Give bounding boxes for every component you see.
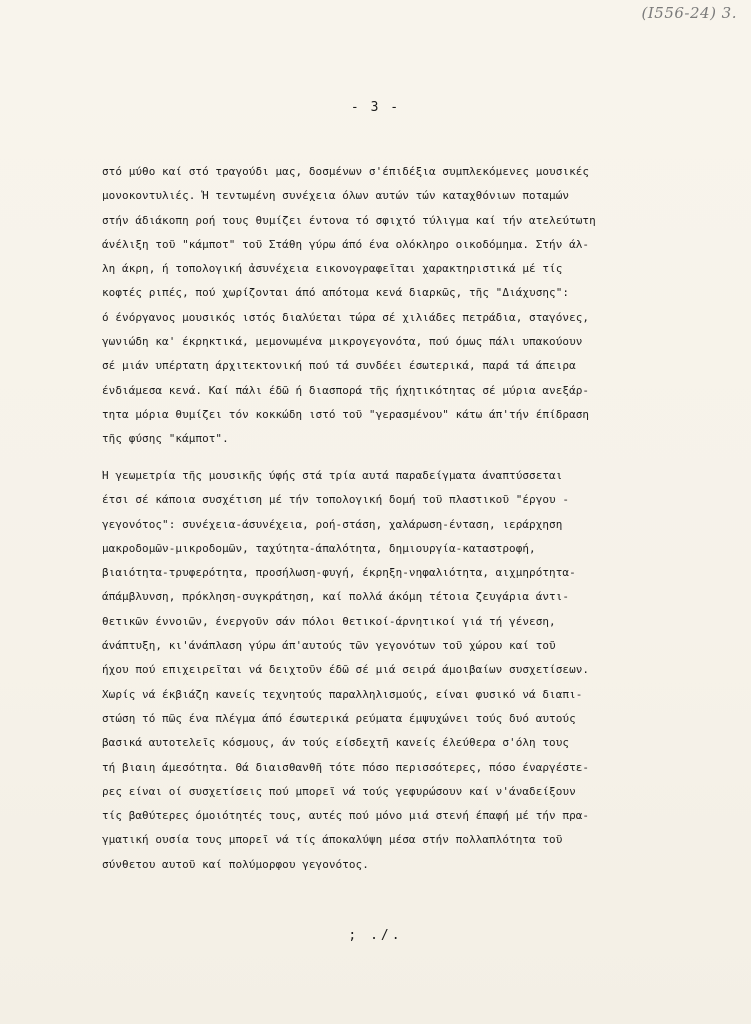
text-line: γματική ουσία τους μπορεῖ νά τίς άποκαλύψη μέσα στήν πολλαπλότητα τοῦ bbox=[102, 833, 563, 847]
text-line: άνάπτυξη, κι'άνάπλαση γύρω άπ'αυτούς τῶν γεγονότων τοῦ χώρου καί τοῦ bbox=[102, 639, 556, 653]
paragraph-1 bbox=[102, 160, 684, 452]
text-line: σύνθετου αυτοῦ καί πολύμορφου γεγονότος. bbox=[102, 857, 369, 871]
text-line: ένδιάμεσα κενά. Καί πάλι έδῶ ή διασπορά τῆς ήχητικότητας σέ μύρια ανεξάρ- bbox=[102, 383, 590, 397]
text-line: βασικά αυτοτελεῖς κόσμους, άν τούς είσδεχτῆ κανείς έλεύθερα σ'όλη τους bbox=[102, 736, 570, 750]
text-line: τητα μόρια θυμίζει τόν κοκκώδη ιστό τοῦ "γερασμένου" κάτω άπ'τήν έπίδραση bbox=[102, 407, 590, 421]
text-line: τίς βαθύτερες όμοιότητές τους, αυτές πού μόνο μιά στενή έπαφή μέ τήν πρα- bbox=[102, 809, 590, 823]
text-line: λη άκρη, ή τοπολογική ἀσυνέχεια εικονογραφεῖται χαρακτηριστικά μέ τίς bbox=[102, 262, 563, 276]
text-line: τή βιαιη άμεσότητα. Θά διαισθανθῆ τότε πόσο περισσότερες, πόσο έναργέστε- bbox=[102, 760, 590, 774]
text-line: ήχου πού επιχειρεῖται νά δειχτοῦν έδῶ σέ μιά σειρά άμοιβαίων συσχετίσεων. bbox=[102, 663, 590, 677]
text-line: τῆς φύσης "κάμποτ". bbox=[102, 432, 229, 446]
text-line: Χωρίς νά έκβιάζη κανείς τεχνητούς παραλληλισμούς, είναι φυσικό νά διαπι- bbox=[102, 687, 583, 701]
text-line: Ἡ γεωμετρία τῆς μουσικῆς ύφής στά τρία αυτά παραδείγματα άναπτύσσεται bbox=[102, 469, 563, 482]
text-line: γωνιώδη κα' έκρηκτικά, μεμονωμένα μικρογεγονότα, πού όμως πάλι υπακούουν bbox=[102, 335, 583, 349]
text-line: σέ μιάν υπέρτατη άρχιτεκτονική πού τά συνδέει έσωτερικά, παρά τά άπειρα bbox=[102, 359, 576, 373]
text-line: στήν άδιάκοπη ροή τους θυμίζει έντονα τό σφιχτό τύλιγμα καί τήν ατελεύτωτη bbox=[102, 213, 596, 227]
text-line: στό μύθο καί στό τραγούδι μας, δοσμένων σ'έπιδέξια συμπλεκόμενες μουσικές bbox=[102, 165, 590, 178]
text-line: άπάμβλυνση, πρόκληση-συγκράτηση, καί πολλά άκόμη τέτοια ζευγάρια άντι- bbox=[102, 590, 570, 604]
text-line: γεγονότος": συνέχεια-άσυνέχεια, ροή-στάση, χαλάρωση-ένταση, ιεράρχηση bbox=[102, 517, 563, 531]
text-line: άνέλιξη τοῦ "κάμποτ" τοῦ Στάθη γύρω άπό ένα ολόκληρο οικοδόμημα. Στήν άλ- bbox=[102, 237, 590, 251]
text-line: ό ένόργανος μουσικός ιστός διαλύεται τώρα σέ χιλιάδες πετράδια, σταγόνες, bbox=[102, 310, 590, 324]
paragraph-2 bbox=[102, 464, 684, 877]
text-line: κοφτές ριπές, πού χωρίζονται άπό απότομα κενά διαρκῶς, τῆς "Διάχυσης": bbox=[102, 286, 570, 300]
continuation-mark: ; ./. bbox=[348, 928, 403, 943]
text-line: έτσι σέ κάποια συσχέτιση μέ τήν τοπολογική δομή τοῦ πλαστικοῦ "έργου - bbox=[102, 493, 570, 507]
text-line: μονοκοντυλιές. Ἡ τεντωμένη συνέχεια όλων αυτών τών καταχθόνιων ποταμών bbox=[102, 189, 570, 203]
text-line: στώση τό πῶς ένα πλέγμα άπό έσωτερικά ρεύματα έμψυχώνει τούς δυό αυτούς bbox=[102, 711, 576, 725]
text-line: θετικῶν έννοιῶν, ένεργοῦν σάν πόλοι θετικοί-άρνητικοί γιά τή γένεση, bbox=[102, 614, 556, 628]
text-line: βιαιότητα-τρυφερότητα, προσήλωση-φυγή, έκρηξη-νηφαλιότητα, αιχμηρότητα- bbox=[102, 566, 576, 580]
text-line: ρες είναι οί συσχετίσεις πού μπορεῖ νά τούς γεφυρώσουν καί ν'άναδείξουν bbox=[102, 784, 576, 798]
page-number: - 3 - bbox=[350, 100, 401, 115]
archive-reference-note: (Ι556-24) 3. bbox=[641, 4, 737, 22]
text-line: μακροδομῶν-μικροδομῶν, ταχύτητα-άπαλότητα, δημιουργία-καταστροφή, bbox=[102, 541, 536, 555]
